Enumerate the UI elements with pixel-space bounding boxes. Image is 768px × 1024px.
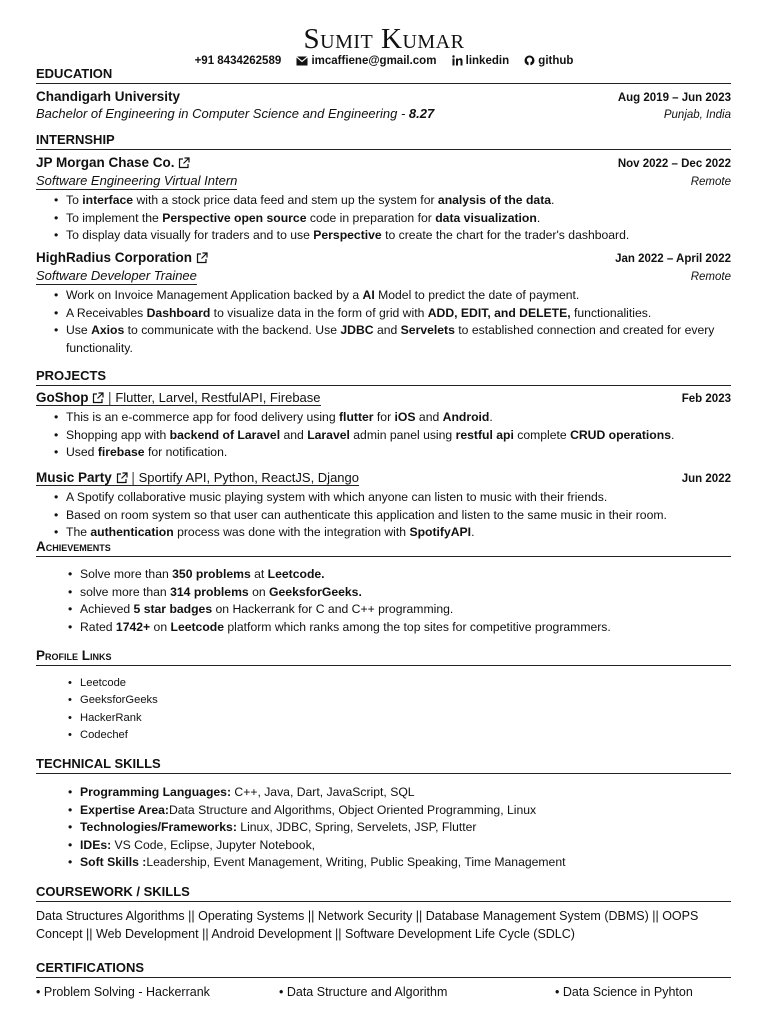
project-tech: Sportify API, Python, ReactJS, Django — [138, 470, 359, 485]
bullet-text: and — [415, 410, 443, 424]
bullet-text: to communicate with the backend. Use — [124, 323, 341, 338]
coursework-text: Data Structures Algorithms || Operating Systems || Network Security || Database Management System (DBMS) || OOPS Concept || Web Development || Android Development || Software Development Life Cycle (SDLC) — [36, 909, 699, 941]
education-heading: EDUCATION — [36, 66, 731, 84]
bullet-text: code in preparation for — [306, 210, 436, 225]
bullet-bold-text: Technologies/Frameworks: — [80, 820, 237, 835]
external-link-icon — [196, 250, 208, 265]
bullet-item — [52, 507, 732, 525]
bullet-text: C++, Java, Dart, JavaScript, SQL — [231, 785, 415, 799]
bullet-text: This is an e-commerce app for food delivery using — [66, 410, 339, 424]
bullet-text: admin panel using — [349, 427, 456, 442]
bullet-text: Achieved — [80, 602, 134, 617]
company-name: JP Morgan Chase Co. — [36, 155, 175, 170]
bullet-bold-text: SpotifyAPI — [409, 525, 472, 540]
coursework-heading: COURSEWORK / SKILLS — [36, 884, 731, 902]
project-row-0 — [36, 390, 731, 407]
bullet-bold-text: interface — [82, 193, 134, 207]
bullet-text: . — [551, 193, 555, 207]
bullet-item — [52, 322, 732, 357]
bullet-bold-text: Programming Languages: — [80, 785, 232, 799]
project-bullets-1 — [52, 489, 732, 542]
bullet-text: To implement the — [66, 210, 163, 225]
bullet-item — [52, 305, 732, 323]
bullet-bold-text: Android — [442, 410, 490, 424]
bullet-text: process was done with the integration with — [173, 525, 410, 540]
bullet-text: The — [66, 525, 91, 540]
company-link[interactable] — [36, 155, 190, 171]
bullet-text: Used — [66, 445, 98, 460]
project-link[interactable] — [36, 390, 321, 406]
project-title — [36, 390, 321, 406]
phone-number: +91 8434262589 — [194, 55, 282, 67]
technical-skills-list — [66, 784, 726, 872]
achievements-list — [66, 566, 726, 636]
bullet-item — [66, 854, 726, 872]
bullet-text: to established connection and created for every functionality. — [66, 323, 715, 355]
bullet-text: for notification. — [144, 445, 228, 460]
bullet-bold-text: iOS — [394, 410, 416, 424]
job-row-0 — [36, 155, 731, 172]
bullet-text: and — [373, 323, 401, 338]
bullet-bold-text: ADD, EDIT, and DELETE, — [427, 305, 571, 320]
bullet-item — [52, 489, 732, 507]
external-link-icon — [178, 155, 190, 170]
bullet-text: platform which ranks among the top sites for competitive programmers. — [224, 619, 611, 634]
bullet-text: VS Code, Eclipse, Jupyter Notebook, — [111, 837, 316, 852]
profile-links-list — [66, 675, 366, 745]
bullet-bold-text: analysis of the data — [437, 193, 552, 207]
certification-item: • Data Structure and Algorithm — [279, 985, 448, 999]
bullet-bold-text: backend of Laravel — [169, 427, 281, 442]
bullet-item — [52, 427, 732, 445]
certification-text: Data Structure and Algorithm — [286, 985, 448, 999]
bullet-bold-text: authentication — [90, 525, 174, 540]
job-subrow-1 — [36, 268, 731, 285]
bullet-text: . — [670, 427, 675, 442]
bullet-item — [52, 210, 732, 228]
certifications-heading: CERTIFICATIONS — [36, 960, 731, 978]
school-name: Chandigarh University — [36, 89, 181, 104]
project-bullets-0 — [52, 409, 732, 462]
degree — [36, 106, 434, 122]
profile-link[interactable]: • HackerRank — [66, 710, 366, 727]
job-row-1 — [36, 250, 731, 267]
bullet-text: for — [373, 410, 395, 424]
bullet-item — [66, 837, 726, 855]
bullet-text: Linux, JDBC, Spring, Servelets, JSP, Flutter — [236, 820, 477, 835]
project-date: Feb 2023 — [681, 393, 731, 405]
bullet-bold-text: GeeksforGeeks. — [269, 584, 362, 599]
bullet-bold-text: 350 problems — [172, 567, 251, 581]
bullet-text: on Hackerrank for C and C++ programming. — [212, 602, 454, 617]
bullet-bold-text: CRUD operations — [570, 427, 671, 442]
bullet-text: To display data visually for traders and to use — [66, 228, 314, 243]
bullet-text: . — [471, 525, 475, 540]
bullet-item — [66, 619, 726, 637]
company-name: HighRadius Corporation — [36, 250, 192, 265]
certification-item: • Data Science in Pyhton — [555, 985, 693, 999]
project-tech: Flutter, Larvel, RestfulAPI, Firebase — [115, 390, 321, 405]
bullet-text: solve more than — [80, 584, 171, 599]
job-location: Remote — [690, 176, 731, 188]
bullet-text: to create the chart for the trader's dashboard. — [381, 228, 630, 243]
certification-text: Problem Solving - Hackerrank — [43, 985, 210, 999]
external-link-icon — [116, 470, 128, 485]
bullet-bold-text: IDEs: — [80, 837, 112, 852]
bullet-item — [66, 819, 726, 837]
bullet-item — [66, 802, 726, 820]
project-link[interactable] — [36, 470, 359, 486]
job-role: Software Developer Trainee — [36, 268, 197, 283]
bullet-text: Leadership, Event Management, Writing, Public Speaking, Time Management — [146, 855, 566, 870]
bullet-text: Model to predict the date of payment. — [374, 288, 580, 302]
bullet-text: Based on room system so that user can authenticate this application and listen to the same music in their room. — [66, 507, 667, 522]
bullet-bold-text: Soft Skills : — [80, 855, 147, 870]
education-location: Punjab, India — [663, 109, 731, 121]
bullet-text: A Receivables — [66, 305, 147, 320]
achievements-heading: Achievements — [36, 539, 731, 557]
bullet-bold-text: Dashboard — [146, 305, 211, 320]
education-row — [36, 89, 731, 106]
profile-link[interactable]: • GeeksforGeeks — [66, 692, 366, 709]
certification-text: Data Science in Pyhton — [562, 985, 693, 999]
email-text: imcaffiene@gmail.com — [311, 55, 437, 67]
bullet-bold-text: Leetcode. — [267, 567, 325, 581]
degree-text: Bachelor of Engineering in Computer Science and Engineering - — [36, 106, 409, 121]
bullet-item — [66, 566, 726, 584]
bullet-item — [52, 192, 732, 210]
education-dates: Aug 2019 – Jun 2023 — [617, 92, 731, 104]
bullet-bold-text: JDBC — [340, 323, 374, 338]
profile-link[interactable]: • Codechef — [66, 727, 366, 744]
bullet-text: functionalities. — [570, 305, 652, 320]
bullet-item — [66, 584, 726, 602]
bullet-item — [52, 227, 732, 245]
bullet-bold-text: Perspective open source — [162, 210, 307, 225]
resume-name: Sumit Kumar — [303, 23, 465, 55]
bullet-text: complete — [513, 427, 571, 442]
bullet-bold-text: flutter — [339, 410, 374, 424]
bullet-bold-text: 5 star badges — [133, 602, 213, 617]
bullet-text: Data Structure and Algorithms, Object Oriented Programming, Linux — [168, 802, 537, 817]
bullet-bold-text: AI — [362, 288, 375, 302]
bullet-bold-text: restful api — [455, 427, 514, 442]
internship-heading: INTERNSHIP — [36, 132, 731, 150]
separator: | — [131, 470, 135, 485]
bullet-bold-text: Leetcode — [170, 619, 225, 634]
bullet-bold-text: Laravel — [307, 427, 350, 442]
bullet-item — [66, 784, 726, 802]
job-subrow-0 — [36, 173, 731, 190]
github-text: github — [538, 55, 574, 67]
project-title — [36, 470, 359, 486]
bullet-item — [52, 409, 732, 427]
project-date: Jun 2022 — [681, 473, 731, 485]
job-location: Remote — [690, 271, 731, 283]
bullet-text: Solve more than — [80, 567, 173, 581]
bullet-bold-text: firebase — [97, 445, 145, 460]
project-name: GoShop — [36, 390, 89, 405]
bullet-bold-text: 1742+ — [115, 619, 151, 634]
bullet-text: Rated — [80, 619, 116, 634]
bullet-item — [52, 287, 732, 305]
bullet-text: A Spotify collaborative music playing system with which anyone can listen to music with their friends. — [66, 490, 608, 504]
bullet-bold-text: Servelets — [400, 323, 455, 338]
profile-link[interactable]: • Leetcode — [66, 675, 366, 692]
bullet-bold-text: Expertise Area: — [80, 802, 169, 817]
bullet-bold-text: 314 problems — [170, 584, 249, 599]
bullet-text: Use — [66, 323, 92, 338]
bullet-text: to visualize data in the form of grid with — [210, 305, 428, 320]
bullet-bold-text: data visualization — [435, 210, 537, 225]
project-row-1 — [36, 470, 731, 487]
company-link[interactable] — [36, 250, 208, 266]
bullet-text: at — [250, 567, 268, 581]
external-link-icon — [92, 390, 104, 405]
bullet-bold-text: Axios — [91, 323, 125, 338]
bullet-text: . — [489, 410, 493, 424]
technical-skills-heading: TECHNICAL SKILLS — [36, 756, 731, 774]
projects-heading: PROJECTS — [36, 368, 731, 386]
bullet-text: To — [66, 193, 83, 207]
job-role: Software Engineering Virtual Intern — [36, 173, 238, 188]
bullet-item — [66, 601, 726, 619]
bullet-text: on — [248, 584, 270, 599]
bullet-bold-text: Perspective — [313, 228, 382, 243]
bullet-text: . — [536, 210, 541, 225]
bullet-text: Work on Invoice Management Application backed by a — [66, 288, 363, 302]
education-subrow — [36, 106, 731, 123]
project-name: Music Party — [36, 470, 112, 485]
bullet-text: on — [150, 619, 171, 634]
job-dates: Jan 2022 – April 2022 — [615, 253, 731, 265]
separator: | — [108, 390, 112, 405]
bullet-text: with a stock price data feed and stem up the system for — [133, 193, 438, 207]
job-dates: Nov 2022 – Dec 2022 — [617, 158, 731, 170]
bullet-text: and — [280, 427, 308, 442]
bullet-text: Shopping app with — [66, 427, 170, 442]
job-bullets-1 — [52, 287, 732, 357]
certification-item: • Problem Solving - Hackerrank — [36, 985, 210, 999]
profile-links-heading: Profile Links — [36, 648, 731, 666]
linkedin-text: linkedin — [465, 55, 510, 67]
cgpa: 8.27 — [408, 106, 435, 121]
job-bullets-0 — [52, 192, 732, 245]
bullet-item — [52, 444, 732, 462]
